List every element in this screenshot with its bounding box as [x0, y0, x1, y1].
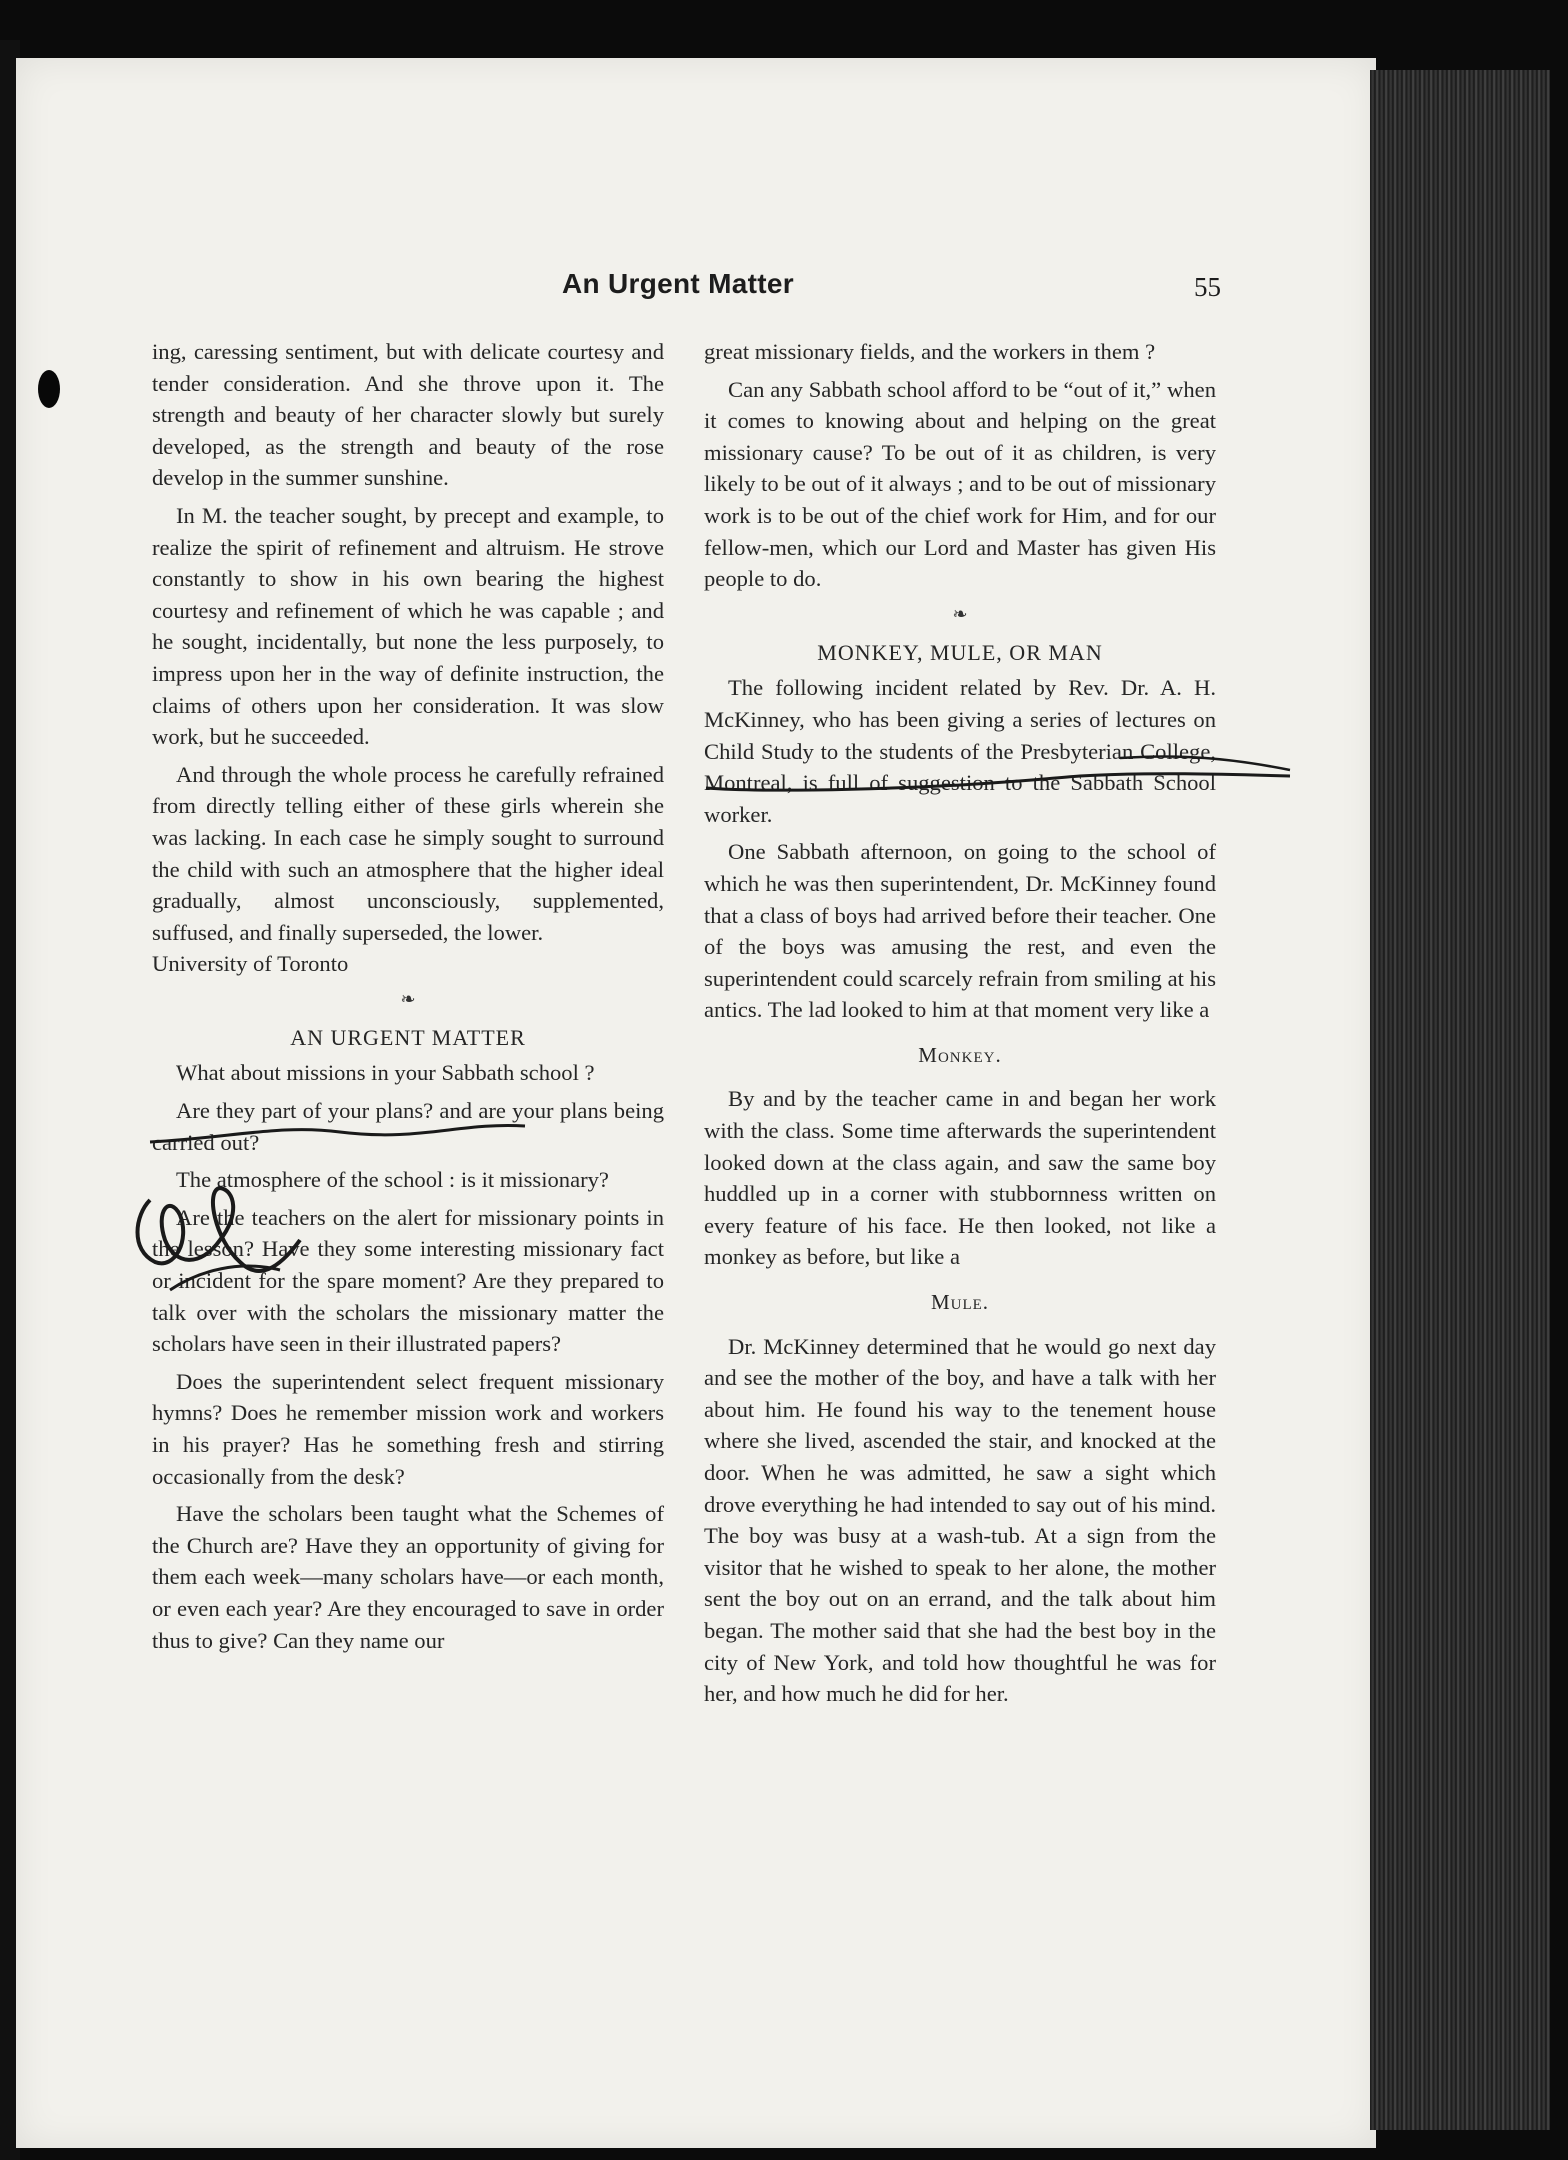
signature: University of Toronto: [152, 951, 349, 977]
paragraph: Are they part of your plans? and are your plans being carried out?: [152, 1098, 664, 1155]
paragraph: ing, caressing sentiment, but with delicate courtesy and tender consideration. And she throve upon it. The strength and beauty of her character slowly but surely developed, as the strength and beauty of the rose develop in the summer sunshine.: [152, 339, 664, 491]
page-edges: [1370, 70, 1550, 2130]
paragraph: Does the superintendent select frequent missionary hymns? Does he remember mission work and workers in his prayer? Has he something fresh and stirring occasionally from the desk?: [152, 1368, 664, 1489]
section-title: AN URGENT MATTER: [290, 1024, 526, 1050]
paragraph: great missionary fields, and the workers in them ?: [704, 339, 1156, 364]
right-column: [704, 336, 1216, 1710]
paragraph: What about missions in your Sabbath school ?: [176, 1060, 595, 1086]
paragraph: And through the whole process he carefully refrained from directly telling either of these girls wherein she was lacking. In each case he simply sought to surround the child with such an atmosphere that the higher ideal gradually, almost unconsciously, supplemented, suffused, and finally superseded, the lower.: [152, 761, 664, 945]
paragraph: The atmosphere of the school : is it missionary?: [176, 1167, 609, 1193]
paragraph: Are the teachers on the alert for missionary points in the lesson? Have they some interesting missionary fact or incident for the spare moment? Are they prepared to talk over with the scholars the missionary matter the scholars have seen in their illustrated papers?: [152, 1204, 664, 1357]
paragraph: Have the scholars been taught what the Schemes of the Church are? Have they an opportunity of giving for them each week—many scholars have—or each month, or even each year? Are they encouraged to save in order thus to give? Can they name our: [152, 1501, 664, 1653]
paragraph: One Sabbath afternoon, on going to the school of which he was then superintendent, Dr. McKinney found that a class of boys had arrived before their teacher. One of the boys was amusing the rest, and even the superintendent could scarcely refrain from smiling at his antics. The lad looked to him at that moment very like a: [704, 839, 1216, 1023]
running-head: An Urgent Matter: [562, 268, 794, 299]
paragraph: In M. the teacher sought, by precept and example, to realize the spirit of refinement and altruism. He strove constantly to show in his own bearing the highest courtesy and refinement of which he was capable ; and he sought, incidentally, but none the less purposely, to impress upon her in the way of definite instruction, the claims of others upon her consideration. It was slow work, but he succeeded.: [152, 502, 664, 750]
section-ornament: ❧: [400, 988, 416, 1009]
subhead-mule: Mule.: [930, 1290, 990, 1315]
page-number: 55: [1194, 272, 1221, 302]
paragraph: Can any Sabbath school afford to be “out of it,” when it comes to knowing about and helping on the great missionary cause? To be out of it as children, is very likely to be out of it always ; and to be out of missionary work is to be out of the chief work for Him, and for our fellow-men, which our Lord and Master has given His people to do.: [704, 376, 1216, 592]
section-ornament: ❧: [952, 603, 968, 624]
paragraph: Dr. McKinney determined that he would go next day and see the mother of the boy, and have a talk with her about him. He found his way to the tenement house where she lived, ascended the stair, and knocked at the door. When he was admitted, he saw a sight which drove everything he had intended to say out of his mind. The boy was busy at a wash-tub. At a sign from the visitor that he wished to speak to her alone, the mother sent the boy out on an errand, and the talk about him began. The mother said that she had the best boy in the city of New York, and told how thoughtful he was for her, and how much he did for her.: [704, 1333, 1216, 1707]
section-title: MONKEY, MULE, OR MAN: [817, 639, 1103, 665]
paragraph: The following incident related by Rev. Dr. A. H. McKinney, who has been giving a series of lectures on Child Study to the students of the Presbyterian College, Montreal, is full of suggestion to the Sabbath School worker.: [704, 675, 1216, 827]
paragraph: By and by the teacher came in and began her work with the class. Some time afterwards the superintendent looked down at the class again, and saw the same boy huddled up in a corner with stubbornness written on every feature of his face. He then looked, not like a monkey as before, but like a: [704, 1086, 1216, 1270]
left-column: [152, 336, 664, 1656]
binding-hole: [38, 370, 60, 408]
subhead-monkey: Monkey.: [918, 1042, 1002, 1067]
